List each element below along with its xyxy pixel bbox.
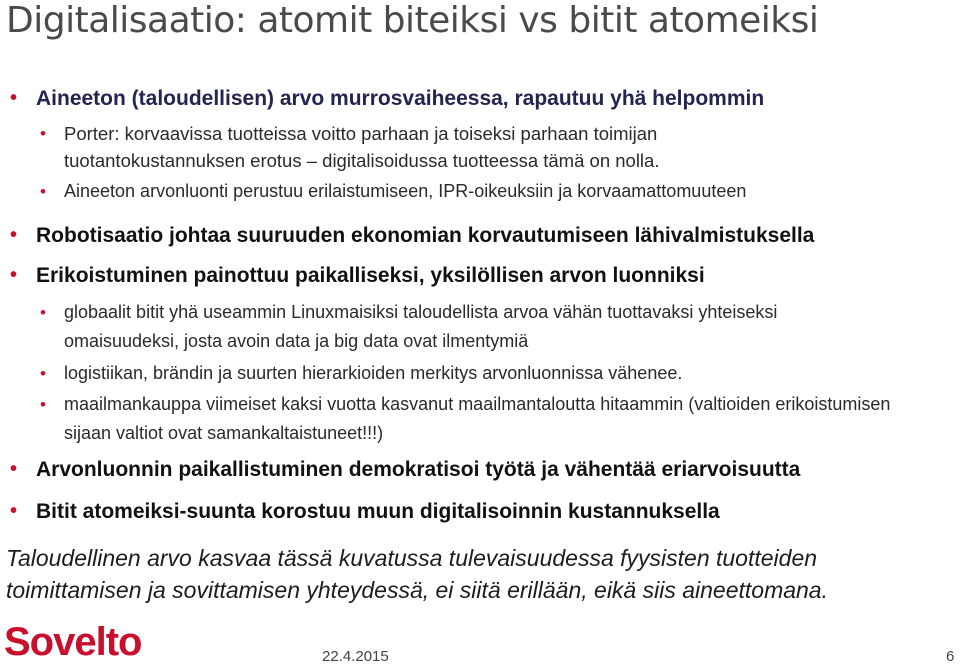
page-number: 6: [946, 648, 955, 665]
footer-date: 22.4.2015: [322, 648, 389, 665]
bullet-specialisation: • Erikoistuminen painottuu paikalliseksi, yksilöllisen arvon luonniksi: [36, 264, 705, 288]
conclusion-text: Taloudellinen arvo kasvaa tässä kuvatussa tulevaisuudessa fyysisten tuotteiden toimittamisen ja sovittamisen yhteydessä, ei siitä erillään, eikä siis aineettomana.: [6, 545, 828, 603]
bullet-intangible-value: • Aineeton (taloudellisen) arvo murrosvaiheessa, rapautuu yhä helpommin: [36, 87, 764, 111]
slide-title: Digitalisaatio: atomit biteiksi vs bitit atomeiksi: [6, 0, 819, 41]
bullet-intangible-creation: • Aineeton arvonluonti perustuu erilaistumiseen, IPR-oikeuksiin ja korvaamattomuuteen: [64, 178, 746, 205]
bullet-robotisation: • Robotisaatio johtaa suuruuden ekonomian korvautumiseen lähivalmistuksella: [36, 224, 814, 248]
bullet-localisation: • Arvonluonnin paikallistuminen demokratisoi työtä ja vähentää eriarvoisuutta: [36, 458, 800, 482]
bullet-world-trade: • maailmankauppa viimeiset kaksi vuotta kasvanut maailmantaloutta hitaammin (valtioiden erikoistumisen sijaan valtiot ovat samankaltaistuneet!!!): [64, 390, 894, 448]
sovelto-logo: Sovelto: [4, 620, 142, 664]
bullet-bits-to-atoms: • Bitit atomeiksi-suunta korostuu muun digitalisoinnin kustannuksella: [36, 500, 720, 524]
bullet-porter: • Porter: korvaavissa tuotteissa voitto parhaan ja toiseksi parhaan toimijan tuotantokustannuksen erotus – digitalisoidussa tuotteessa tämä on nolla.: [64, 120, 804, 174]
bullet-logistics: • logistiikan, brändin ja suurten hierarkioiden merkitys arvonluonnissa vähenee.: [64, 360, 682, 387]
bullet-global-bits: • globaalit bitit yhä useammin Linuxmaisiksi taloudellista arvoa vähän tuottavaksi yhteiseksi omaisuudeksi, josta avoin data ja big data ovat ilmentymiä: [64, 298, 894, 356]
